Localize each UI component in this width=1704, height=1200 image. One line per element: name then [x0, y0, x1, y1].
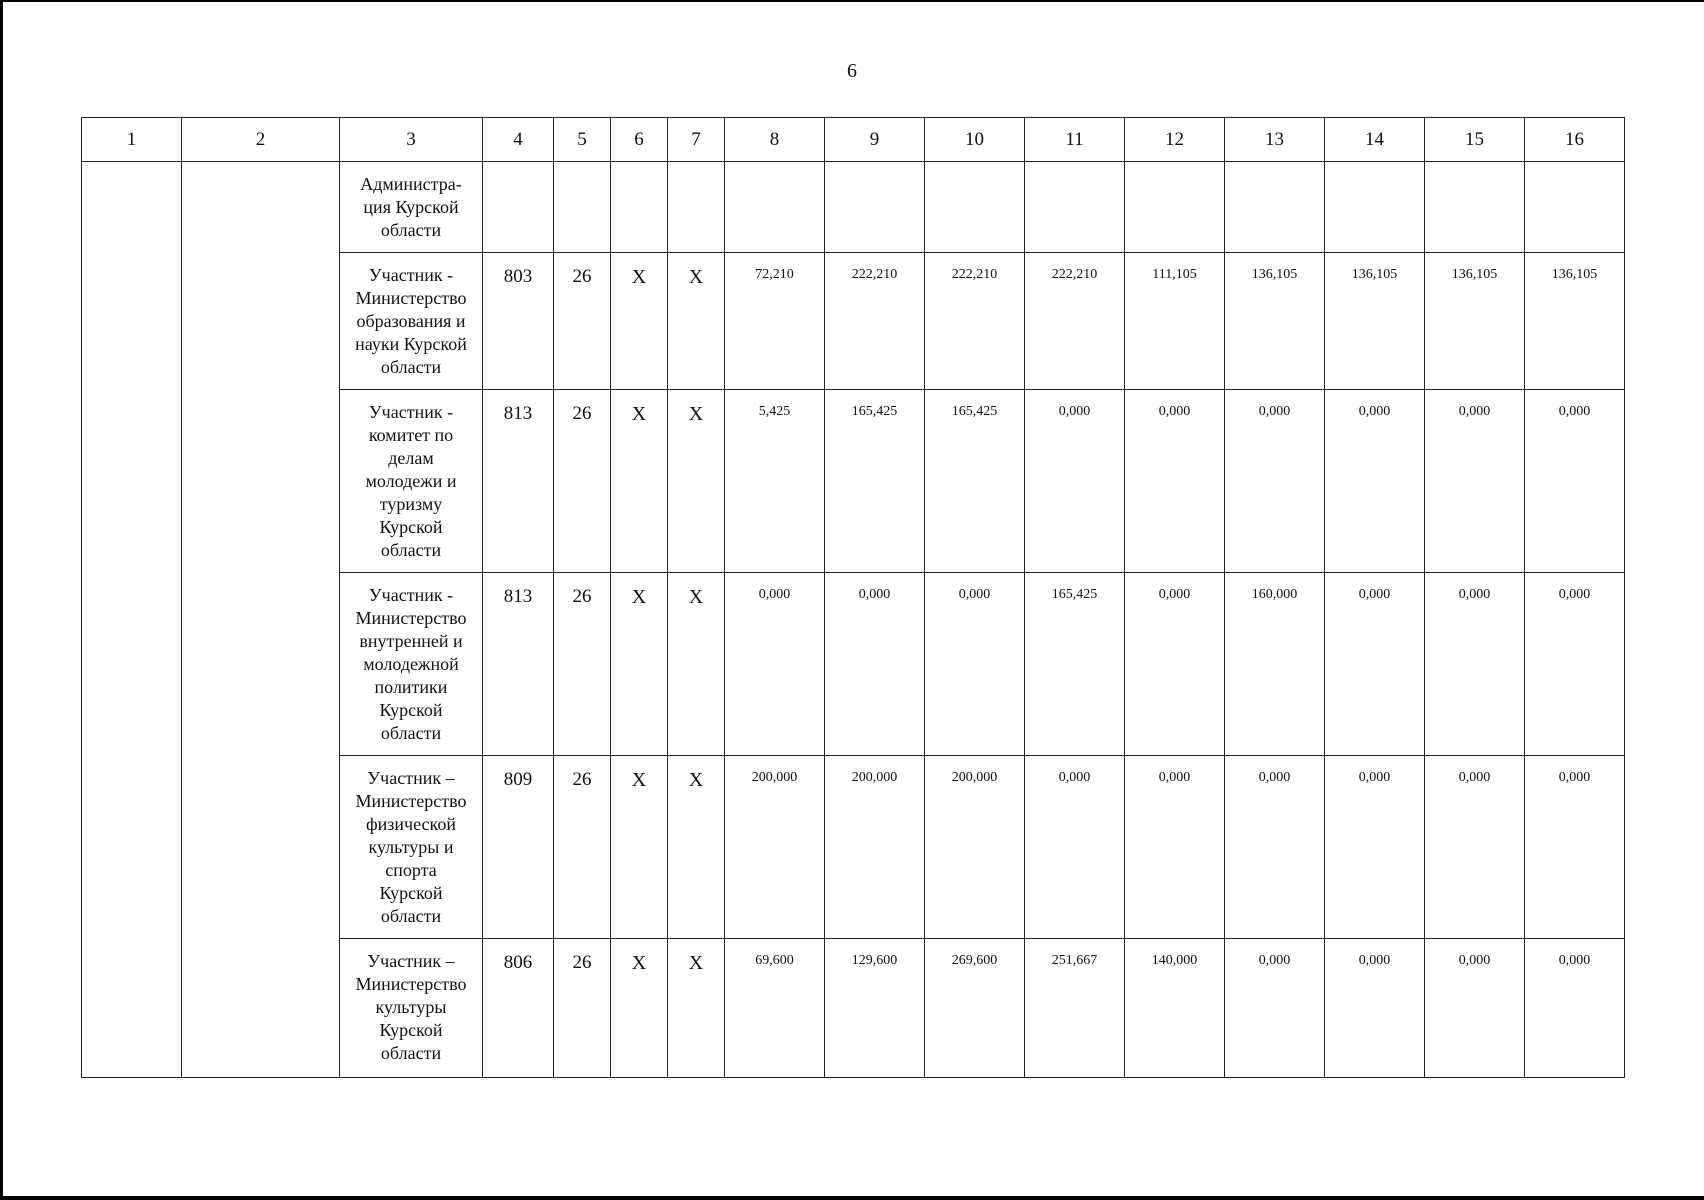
participant-name-line: Участник - — [368, 265, 454, 285]
x-mark-cell: X — [668, 939, 725, 1078]
participant-name-line: физической — [366, 814, 456, 834]
amount-cell: 136,105 — [1225, 253, 1325, 390]
x-mark-cell: X — [611, 939, 668, 1078]
amount-cell: 222,210 — [1025, 253, 1125, 390]
participant-name-line: культуры и — [368, 837, 454, 857]
participant-name-line: области — [380, 357, 442, 377]
x-mark-cell — [611, 162, 668, 253]
participant-name-line: политики — [374, 677, 448, 697]
amount-cell: 0,000 — [1525, 573, 1625, 756]
page-edge-left — [0, 0, 3, 1200]
participant-name-cell — [340, 390, 483, 573]
section-cell: 26 — [554, 390, 611, 573]
participant-name-line: делам — [388, 448, 434, 468]
col-header: 1 — [82, 118, 182, 162]
participant-name-line: области — [380, 723, 442, 743]
amount-cell — [925, 162, 1025, 253]
col-header: 12 — [1125, 118, 1225, 162]
amount-cell: 0,000 — [1325, 756, 1425, 939]
participant-name-line: Министерство — [355, 288, 467, 308]
participant-name-line: области — [380, 220, 442, 240]
participant-name-line: Министерство — [355, 974, 467, 994]
x-mark-cell: X — [668, 253, 725, 390]
section-cell: 26 — [554, 756, 611, 939]
code-cell: 803 — [483, 253, 554, 390]
amount-cell: 136,105 — [1425, 253, 1525, 390]
amount-cell: 136,105 — [1325, 253, 1425, 390]
x-mark-cell — [668, 162, 725, 253]
amount-cell: 165,425 — [825, 390, 925, 573]
participant-name-line: Курской — [379, 517, 443, 537]
col-header: 15 — [1425, 118, 1525, 162]
col-header: 10 — [925, 118, 1025, 162]
table-row — [82, 162, 1625, 253]
participant-name-line: Министерство — [355, 608, 467, 628]
section-cell: 26 — [554, 573, 611, 756]
participant-name-line: молодежной — [363, 654, 459, 674]
x-mark-cell: X — [611, 390, 668, 573]
participant-name-line: Курской — [379, 700, 443, 720]
merged-cell-col-2 — [182, 162, 340, 1078]
col-header: 14 — [1325, 118, 1425, 162]
x-mark-cell: X — [668, 573, 725, 756]
participant-name-line: Администра- — [360, 174, 462, 194]
code-cell: 809 — [483, 756, 554, 939]
participant-name-line: Участник - — [368, 402, 454, 422]
amount-cell: 200,000 — [925, 756, 1025, 939]
amount-cell: 72,210 — [725, 253, 825, 390]
participant-name-line: Курской — [379, 1020, 443, 1040]
x-mark-cell: X — [611, 253, 668, 390]
col-header: 16 — [1525, 118, 1625, 162]
amount-cell: 0,000 — [1525, 939, 1625, 1078]
participant-name-line: области — [380, 540, 442, 560]
amount-cell: 129,600 — [825, 939, 925, 1078]
participant-name-line: Участник – — [367, 768, 455, 788]
col-header: 6 — [611, 118, 668, 162]
amount-cell: 222,210 — [925, 253, 1025, 390]
amount-cell — [1525, 162, 1625, 253]
participant-name-line: внутренней и — [359, 631, 463, 651]
amount-cell: 0,000 — [1325, 939, 1425, 1078]
budget-table — [81, 117, 1625, 1078]
x-mark-cell: X — [668, 390, 725, 573]
participant-name-line: Курской — [379, 883, 443, 903]
amount-cell: 269,600 — [925, 939, 1025, 1078]
amount-cell: 165,425 — [925, 390, 1025, 573]
participant-name-line: Министерство — [355, 791, 467, 811]
amount-cell — [1325, 162, 1425, 253]
participant-name-line: спорта — [385, 860, 437, 880]
amount-cell — [1025, 162, 1125, 253]
amount-cell: 0,000 — [1425, 390, 1525, 573]
amount-cell: 222,210 — [825, 253, 925, 390]
participant-name-line: образования и — [356, 311, 466, 331]
col-header: 5 — [554, 118, 611, 162]
participant-name-line: ция Курской — [363, 197, 459, 217]
col-header: 9 — [825, 118, 925, 162]
amount-cell: 160,000 — [1225, 573, 1325, 756]
participant-name-cell — [340, 253, 483, 390]
amount-cell: 111,105 — [1125, 253, 1225, 390]
amount-cell: 200,000 — [725, 756, 825, 939]
code-cell: 813 — [483, 573, 554, 756]
col-header: 3 — [340, 118, 483, 162]
amount-cell — [725, 162, 825, 253]
amount-cell: 5,425 — [725, 390, 825, 573]
page-edge-top — [0, 0, 1704, 2]
x-mark-cell: X — [668, 756, 725, 939]
participant-name-cell — [340, 162, 483, 253]
x-mark-cell: X — [611, 756, 668, 939]
participant-name-line: молодежи и — [365, 471, 457, 491]
amount-cell: 0,000 — [1025, 390, 1125, 573]
amount-cell: 0,000 — [1125, 573, 1225, 756]
amount-cell: 0,000 — [1425, 939, 1525, 1078]
amount-cell: 200,000 — [825, 756, 925, 939]
col-header: 2 — [182, 118, 340, 162]
page-edge-bottom — [0, 1196, 1704, 1200]
code-cell: 813 — [483, 390, 554, 573]
participant-name-cell — [340, 939, 483, 1078]
amount-cell: 0,000 — [1525, 390, 1625, 573]
code-cell: 806 — [483, 939, 554, 1078]
amount-cell — [1225, 162, 1325, 253]
amount-cell: 140,000 — [1125, 939, 1225, 1078]
col-header: 11 — [1025, 118, 1125, 162]
participant-name-cell — [340, 573, 483, 756]
amount-cell: 136,105 — [1525, 253, 1625, 390]
amount-cell: 251,667 — [1025, 939, 1125, 1078]
amount-cell: 0,000 — [1225, 390, 1325, 573]
col-header: 7 — [668, 118, 725, 162]
x-mark-cell: X — [611, 573, 668, 756]
amount-cell: 0,000 — [1225, 756, 1325, 939]
participant-name-cell — [340, 756, 483, 939]
merged-cell-col-1 — [82, 162, 182, 1078]
amount-cell — [825, 162, 925, 253]
amount-cell — [1125, 162, 1225, 253]
amount-cell: 0,000 — [1025, 756, 1125, 939]
amount-cell: 0,000 — [1525, 756, 1625, 939]
col-header: 8 — [725, 118, 825, 162]
amount-cell: 69,600 — [725, 939, 825, 1078]
amount-cell: 0,000 — [1325, 573, 1425, 756]
col-header: 4 — [483, 118, 554, 162]
participant-name-line: науки Курской — [355, 334, 467, 354]
amount-cell: 0,000 — [825, 573, 925, 756]
participant-name-line: области — [380, 906, 442, 926]
amount-cell: 0,000 — [1125, 390, 1225, 573]
section-cell — [554, 162, 611, 253]
amount-cell: 0,000 — [1225, 939, 1325, 1078]
participant-name-line: Участник - — [368, 585, 454, 605]
col-header: 13 — [1225, 118, 1325, 162]
page-number: 6 — [847, 60, 857, 82]
section-cell: 26 — [554, 253, 611, 390]
participant-name-line: Участник – — [367, 951, 455, 971]
amount-cell: 0,000 — [1425, 756, 1525, 939]
amount-cell: 0,000 — [1325, 390, 1425, 573]
participant-name-line: области — [380, 1043, 442, 1063]
amount-cell: 0,000 — [725, 573, 825, 756]
header-row — [82, 118, 1625, 162]
amount-cell — [1425, 162, 1525, 253]
amount-cell: 165,425 — [1025, 573, 1125, 756]
participant-name-line: туризму — [379, 494, 443, 514]
code-cell — [483, 162, 554, 253]
amount-cell: 0,000 — [925, 573, 1025, 756]
section-cell: 26 — [554, 939, 611, 1078]
amount-cell: 0,000 — [1425, 573, 1525, 756]
amount-cell: 0,000 — [1125, 756, 1225, 939]
participant-name-line: комитет по — [368, 425, 454, 445]
participant-name-line: культуры — [375, 997, 447, 1017]
